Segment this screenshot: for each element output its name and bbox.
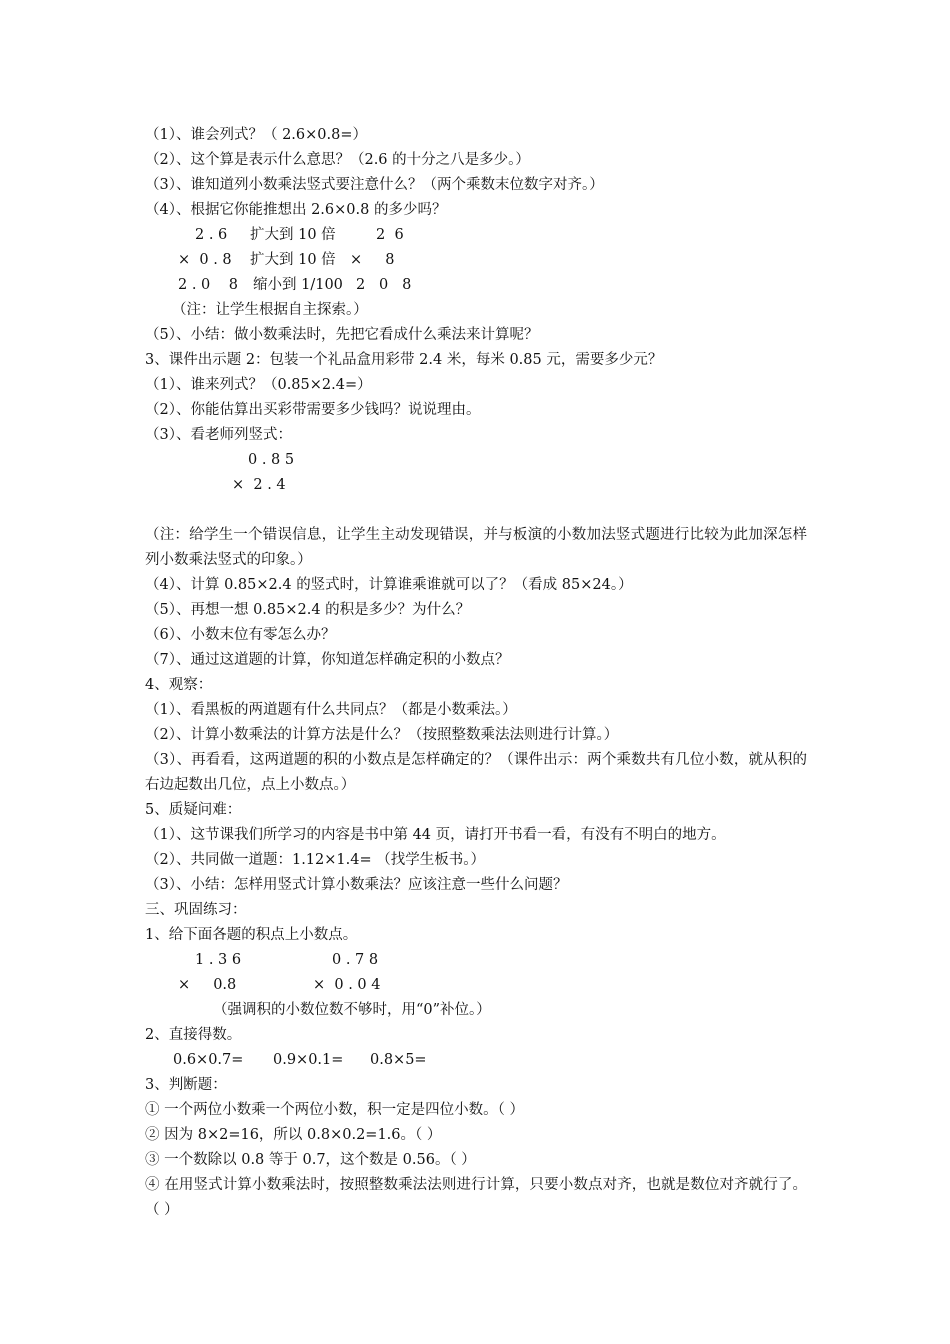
true-false-item: ④ 在用竖式计算小数乘法时，按照整数乘法法则进行计算，只要小数点对齐，也就是数位对齐就行了。（ ） — [145, 1177, 807, 1218]
mental-math-item: 0.8×5= — [370, 1052, 427, 1068]
question-line: （2）、你能估算出买彩带需要多少钱吗？说说理由。 — [145, 402, 481, 418]
section-heading: 4、观察： — [145, 677, 213, 693]
question-line: （3）、看老师列竖式： — [145, 427, 292, 443]
mental-math-item: 0.9×0.1= — [273, 1052, 344, 1068]
calc-cell: 2 6 — [376, 227, 404, 243]
calc-note: （注：让学生根据自主探索。） — [172, 302, 368, 318]
question-line: （4）、计算 0.85×2.4 的竖式时，计算谁乘谁就可以了？（看成 85×24。） — [145, 577, 633, 593]
calc-cell: × 0 . 8 — [178, 252, 232, 268]
question-line: （5）、小结：做小数乘法时，先把它看成什么乘法来计算呢？ — [145, 327, 539, 343]
calc-cell: 扩大到 10 倍 — [250, 252, 336, 268]
question-line: （4）、根据它你能推想出 2.6×0.8 的多少吗？ — [145, 202, 447, 218]
question-line: （2）、这个算是表示什么意思？（2.6 的十分之八是多少。） — [145, 152, 530, 168]
calc-note: （强调积的小数位数不够时，用“0”补位。） — [213, 1002, 491, 1018]
teacher-note: （注：给学生一个错误信息，让学生主动发现错误，并与板演的小数加法竖式题进行比较为此加深怎样列小数乘法竖式的印象。） — [145, 527, 807, 568]
question-line: 3、课件出示题 2：包装一个礼品盒用彩带 2.4 米，每米 0.85 元，需要多少元？ — [145, 352, 663, 368]
section-heading: 三、巩固练习： — [145, 902, 247, 918]
calc-cell: 0 . 8 5 — [248, 452, 295, 468]
mental-math-item: 0.6×0.7= — [173, 1052, 244, 1068]
calc-cell: 2 0 8 — [356, 277, 412, 293]
calc-cell: × 0.8 — [178, 977, 237, 993]
question-line: （5）、再想一想 0.85×2.4 的积是多少？为什么？ — [145, 602, 471, 618]
section-heading: 5、质疑问难： — [145, 802, 242, 818]
question-line: （1）、谁会列式？（ 2.6×0.8=） — [145, 127, 368, 143]
question-line: （6）、小数末位有零怎么办？ — [145, 627, 336, 643]
calc-cell: 2 . 6 — [195, 227, 228, 243]
question-line: （1）、这节课我们所学习的内容是书中第 44 页，请打开书看一看，有没有不明白的地方。 — [145, 827, 726, 843]
calc-cell: 2 . 0 8 — [178, 277, 238, 293]
true-false-item: ③ 一个数除以 0.8 等于 0.7，这个数是 0.56。（ ） — [145, 1152, 476, 1168]
calc-cell: × 8 — [350, 252, 395, 268]
question-line: （2）、计算小数乘法的计算方法是什么？（按照整数乘法法则进行计算。） — [145, 727, 619, 743]
question-line: （3）、谁知道列小数乘法竖式要注意什么？（两个乘数末位数字对齐。） — [145, 177, 604, 193]
question-line: （2）、共同做一道题：1.12×1.4= （找学生板书。） — [145, 852, 485, 868]
exercise-title: 2、直接得数。 — [145, 1027, 242, 1043]
question-line: （1）、谁来列式？（0.85×2.4=） — [145, 377, 372, 393]
calc-cell: × 2 . 4 — [232, 477, 286, 493]
question-line: （3）、再看看，这两道题的积的小数点是怎样确定的？（课件出示：两个乘数共有几位小数，就从积的右边起数出几位，点上小数点。） — [145, 752, 807, 793]
true-false-item: ② 因为 8×2=16，所以 0.8×0.2=1.6。（ ） — [145, 1127, 442, 1143]
exercise-title: 3、判断题： — [145, 1077, 227, 1093]
calc-cell: 缩小到 1/100 — [253, 277, 343, 293]
calc-cell: × 0 . 0 4 — [313, 977, 381, 993]
calc-cell: 0 . 7 8 — [332, 952, 379, 968]
question-line: （7）、通过这道题的计算，你知道怎样确定积的小数点？ — [145, 652, 510, 668]
question-line: （1）、看黑板的两道题有什么共同点？（都是小数乘法。） — [145, 702, 517, 718]
question-line: （3）、小结：怎样用竖式计算小数乘法？应该注意一些什么问题？ — [145, 877, 568, 893]
calc-cell: 1 . 3 6 — [195, 952, 242, 968]
true-false-item: ① 一个两位小数乘一个两位小数，积一定是四位小数。（ ） — [145, 1102, 524, 1118]
calc-cell: 扩大到 10 倍 — [250, 227, 336, 243]
exercise-title: 1、给下面各题的积点上小数点。 — [145, 927, 358, 943]
